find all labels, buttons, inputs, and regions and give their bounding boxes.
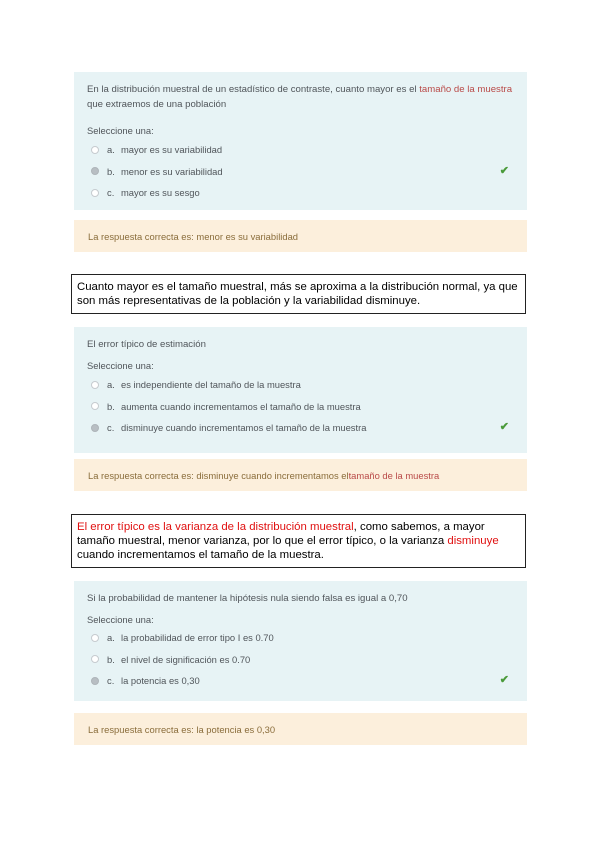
select-prompt: Seleccione una:	[87, 360, 154, 371]
option-letter: c.	[107, 422, 115, 434]
note-2	[71, 514, 526, 568]
note-text: , como sabemos, a mayor tamaño muestral, menor varianza, por lo que el error típico, o la varianza	[77, 521, 485, 547]
feedback-text: La respuesta correcta es: disminuye cuando incrementamos el	[88, 469, 349, 481]
option-label: menor es su variabilidad	[121, 165, 223, 177]
option-a[interactable]	[87, 627, 513, 649]
note-1: Cuanto mayor es el tamaño muestral, más se aproxima a la distribución normal, ya que son más representativas de la población y la variabilidad disminuye.	[71, 274, 526, 314]
question-2	[74, 327, 527, 453]
question-text-part: En la distribución muestral de un estadístico de contraste, cuanto mayor es el	[87, 84, 420, 95]
option-label: el nivel de significación es 0.70	[121, 653, 251, 665]
option-b[interactable]	[87, 396, 513, 418]
option-b[interactable]	[87, 161, 513, 183]
question-3	[74, 581, 527, 701]
radio-button[interactable]	[91, 381, 99, 389]
option-label: disminuye cuando incrementamos el tamaño de la muestra	[121, 422, 367, 434]
option-c[interactable]	[87, 182, 513, 204]
feedback-text: La respuesta correcta es: menor es su variabilidad	[88, 230, 299, 242]
question-3-text: Si la probabilidad de mantener la hipótesis nula siendo falsa es igual a 0,70	[87, 593, 408, 604]
option-c[interactable]	[87, 670, 513, 692]
option-label: la probabilidad de error tipo I es 0.70	[121, 632, 274, 644]
radio-button-selected[interactable]	[91, 677, 99, 685]
option-letter: c.	[107, 675, 115, 687]
note-text: cuando incrementamos el tamaño de la muestra.	[77, 549, 324, 561]
option-letter: a.	[107, 632, 115, 644]
radio-button[interactable]	[91, 655, 99, 663]
radio-button[interactable]	[91, 402, 99, 410]
feedback-text-highlight: tamaño de la muestra	[348, 469, 440, 481]
note-highlight: disminuye	[447, 535, 499, 547]
option-letter: b.	[107, 653, 115, 665]
question-2-text: El error típico de estimación	[87, 339, 206, 350]
option-a[interactable]	[87, 374, 513, 396]
feedback-text: La respuesta correcta es: la potencia es 0,30	[88, 723, 276, 735]
option-b[interactable]	[87, 649, 513, 671]
radio-button[interactable]	[91, 146, 99, 154]
option-letter: c.	[107, 187, 115, 199]
radio-button-selected[interactable]	[91, 167, 99, 175]
feedback-3	[74, 713, 527, 745]
option-label: aumenta cuando incrementamos el tamaño de la muestra	[121, 400, 361, 412]
option-a[interactable]	[87, 139, 513, 161]
feedback-2	[74, 459, 527, 491]
radio-button[interactable]	[91, 189, 99, 197]
option-letter: a.	[107, 144, 115, 156]
option-label: mayor es su variabilidad	[121, 144, 223, 156]
question-text-part: que extraemos de una población	[87, 99, 227, 110]
option-letter: b.	[107, 165, 115, 177]
feedback-1	[74, 220, 527, 252]
check-icon: ✔	[499, 164, 509, 177]
radio-button[interactable]	[91, 634, 99, 642]
question-text-highlight: tamaño de la muestra	[419, 84, 513, 95]
check-icon: ✔	[499, 421, 509, 433]
question-1	[74, 72, 527, 210]
select-prompt: Seleccione una:	[87, 614, 154, 625]
option-label: la potencia es 0,30	[121, 675, 200, 687]
question-1-text	[87, 82, 513, 112]
option-letter: a.	[107, 379, 115, 391]
option-label: mayor es su sesgo	[121, 187, 200, 199]
option-letter: b.	[107, 400, 115, 412]
select-prompt: Seleccione una:	[87, 125, 154, 136]
check-icon: ✔	[499, 674, 509, 686]
option-label: es independiente del tamaño de la muestra	[121, 379, 301, 391]
note-highlight: El error típico es la varianza de la distribución muestral	[77, 521, 354, 533]
option-c[interactable]	[87, 417, 513, 439]
radio-button-selected[interactable]	[91, 424, 99, 432]
